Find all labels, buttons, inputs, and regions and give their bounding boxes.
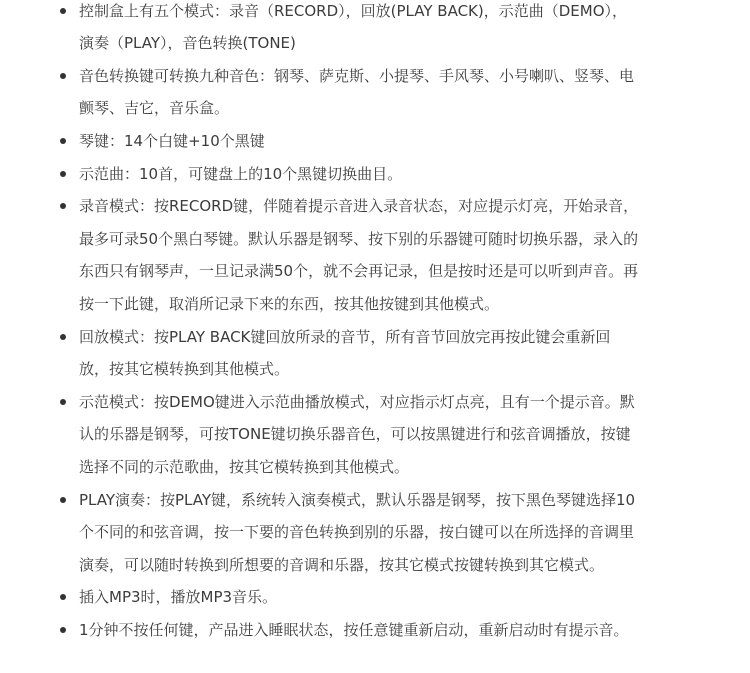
text-line: 音色转换键可转换九种音色：钢琴、萨克斯、小提琴、手风琴、小号喇叭、竖琴、电 bbox=[79, 66, 635, 85]
text-line: 最多可录50个黑白琴键。默认乐器是钢琴、按下别的乐器键可随时切换乐器，录入的 bbox=[79, 229, 639, 248]
text-line: 录音模式：按RECORD键，伴随着提示音进入录音状态，对应提示灯亮，开始录音， bbox=[79, 197, 639, 216]
text-line: 示范曲：10首，可键盘上的10个黑键切换曲目。 bbox=[79, 164, 403, 183]
text-line: 颤琴、吉它，音乐盒。 bbox=[79, 99, 230, 118]
list-item bbox=[0, 190, 750, 320]
list-item bbox=[0, 581, 750, 614]
list-item bbox=[0, 158, 750, 191]
text-line: 选择不同的示范歌曲，按其它模转换到其他模式。 bbox=[79, 457, 410, 476]
text-line: 东西只有钢琴声，一旦记录满50个，就不会再记录，但是按时还是可以听到声音。再 bbox=[79, 262, 639, 281]
text-line: 插入MP3时，播放MP3音乐。 bbox=[79, 588, 278, 607]
bullet-icon bbox=[60, 497, 66, 503]
list-item bbox=[0, 125, 750, 158]
bullet-icon bbox=[60, 334, 66, 340]
bullet-icon bbox=[60, 8, 66, 14]
bullet-icon bbox=[60, 203, 66, 209]
bullet-icon bbox=[60, 171, 66, 177]
text-line: 个不同的和弦音调，按一下要的音色转换到别的乐器，按白键可以在所选择的音调里 bbox=[79, 523, 635, 542]
text-line: PLAY演奏：按PLAY键，系统转入演奏模式，默认乐器是钢琴，按下黑色琴键选择10 bbox=[79, 490, 636, 509]
list-item bbox=[0, 484, 750, 582]
text-line: 示范模式：按DEMO键进入示范曲播放模式，对应指示灯点亮，且有一个提示音。默 bbox=[79, 392, 635, 411]
list-item bbox=[0, 321, 750, 386]
list-item bbox=[0, 60, 750, 125]
text-line: 演奏，可以随时转换到所想要的音调和乐器，按其它模式按键转换到其它模式。 bbox=[79, 555, 605, 574]
text-line: 回放模式：按PLAY BACK键回放所录的音节，所有音节回放完再按此键会重新回 bbox=[79, 327, 611, 346]
text-line: 控制盒上有五个模式：录音（RECORD），回放(PLAY BACK)，示范曲（DEMO）， bbox=[79, 1, 628, 20]
text-line: 1分钟不按任何键，产品进入睡眠状态，按任意键重新启动，重新启动时有提示音。 bbox=[79, 620, 629, 639]
bullet-icon bbox=[60, 594, 66, 600]
bullet-icon bbox=[60, 627, 66, 633]
text-line: 放，按其它模转换到其他模式。 bbox=[79, 360, 290, 379]
bullet-icon bbox=[60, 399, 66, 405]
list-item bbox=[0, 0, 750, 60]
text-line: 按一下此键，取消所记录下来的东西，按其他按键到其他模式。 bbox=[79, 294, 500, 313]
text-line: 演奏（PLAY），音色转换(TONE) bbox=[79, 34, 296, 53]
bullet-icon bbox=[60, 73, 66, 79]
text-line: 认的乐器是钢琴，可按TONE键切换乐器音色，可以按黑键进行和弦音调播放，按键 bbox=[79, 425, 631, 444]
list-item bbox=[0, 386, 750, 484]
bullet-icon bbox=[60, 138, 66, 144]
list-item bbox=[0, 614, 750, 647]
text-line: 琴键：14个白键+10个黑键 bbox=[79, 131, 265, 150]
